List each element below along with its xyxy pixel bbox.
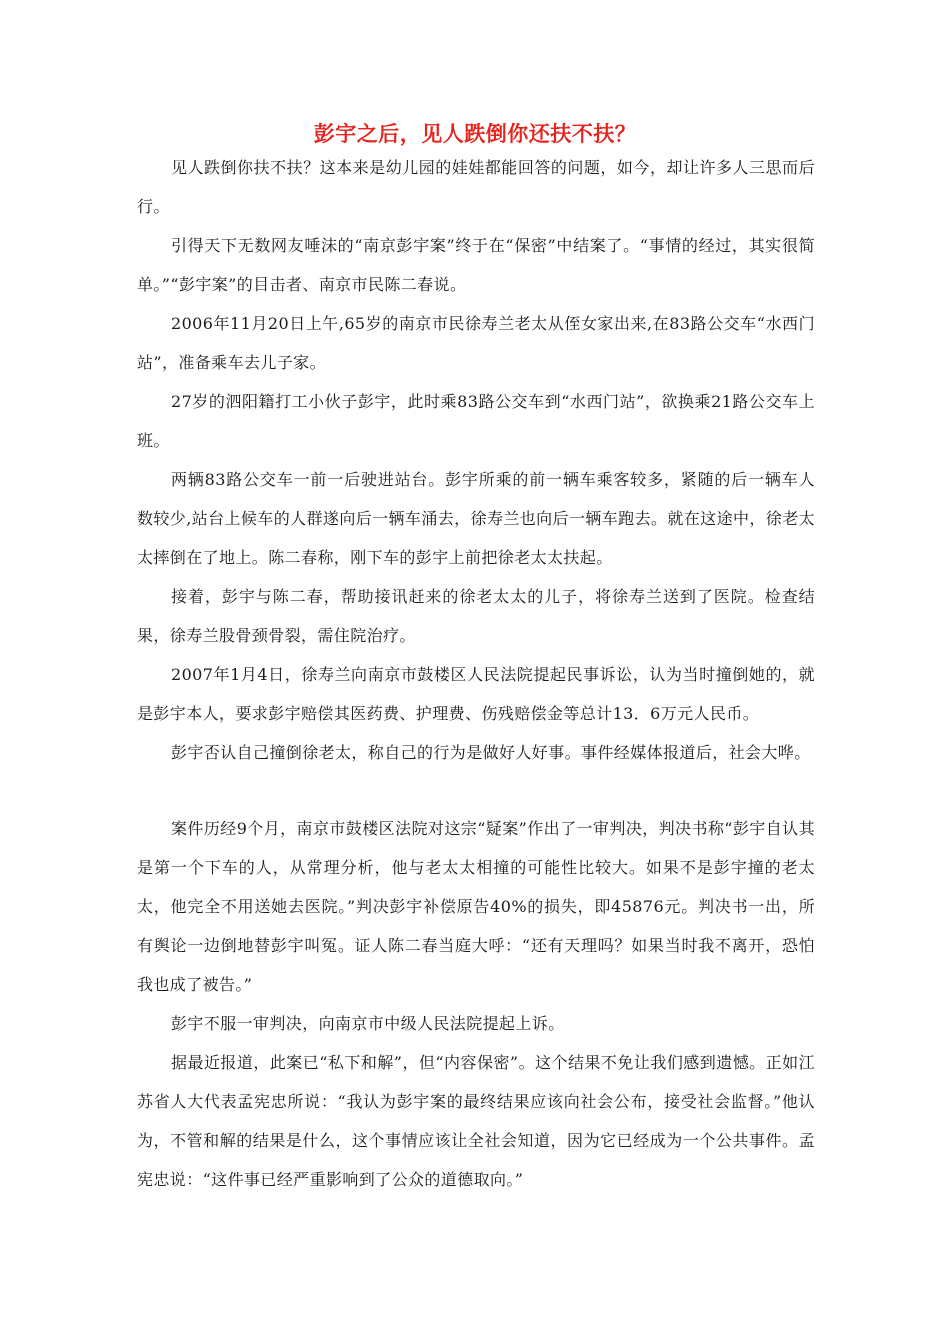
- paragraph: 2006年11月20日上午,65岁的南京市民徐寿兰老太从侄女家出来,在83路公交车“水西门站”，准备乘车去儿子家。: [137, 314, 815, 372]
- paragraph: 彭宇不服一审判决，向南京市中级人民法院提起上诉。: [171, 1014, 565, 1033]
- document-title: 彭宇之后，见人跌倒你还扶不扶？: [313, 121, 637, 146]
- paragraph-spacer: [137, 772, 815, 809]
- paragraph: 两辆83路公交车一前一后驶进站台。彭宇所乘的前一辆车乘客较多，紧随的后一辆车人数较少,站台上候车的人群遂向后一辆车涌去，徐寿兰也向后一辆车跑去。就在这途中，徐老太太摔倒在了地上。陈二春称，刚下车的彭宇上前把徐老太太扶起。: [137, 470, 815, 567]
- paragraph: 27岁的泗阳籍打工小伙子彭宇，此时乘83路公交车到“水西门站”，欲换乘21路公交车上班。: [137, 392, 815, 450]
- paragraph: 据最近报道，此案已“私下和解”，但“内容保密”。这个结果不免让我们感到遗憾。正如江苏省人大代表孟宪忠所说：“我认为彭宇案的最终结果应该向社会公布，接受社会监督。”他认为，不管和解的结果是什么，这个事情应该让全社会知道，因为它已经成为一个公共事件。孟宪忠说：“这件事已经严重影响到了公众的道德取向。”: [137, 1053, 815, 1189]
- paragraph: 案件历经9个月，南京市鼓楼区法院对这宗“疑案”作出了一审判决，判决书称“彭宇自认其是第一个下车的人，从常理分析，他与老太太相撞的可能性比较大。如果不是彭宇撞的老太太，他完全不用送她去医院。”判决彭宇补偿原告40%的损失，即45876元。判决书一出，所有舆论一边倒地替彭宇叫冤。证人陈二春当庭大呼：“还有天理吗？如果当时我不离开，恐怕我也成了被告。”: [137, 819, 815, 994]
- paragraph: 接着，彭宇与陈二春，帮助接讯赶来的徐老太太的儿子，将徐寿兰送到了医院。检查结果，徐寿兰股骨颈骨裂，需住院治疗。: [137, 587, 815, 645]
- paragraph: 彭宇否认自己撞倒徐老太，称自己的行为是做好人好事。事件经媒体报道后，社会大哗。: [171, 743, 811, 762]
- document-body: [137, 148, 815, 1199]
- paragraph: 2007年1月4日，徐寿兰向南京市鼓楼区人民法院提起民事诉讼，认为当时撞倒她的，就是彭宇本人，要求彭宇赔偿其医药费、护理费、伤残赔偿金等总计13．6万元人民币。: [137, 665, 815, 723]
- paragraph: 见人跌倒你扶不扶？这本来是幼儿园的娃娃都能回答的问题，如今，却让许多人三思而后行。: [137, 158, 815, 216]
- paragraph: 引得天下无数网友唾沫的“南京彭宇案”终于在“保密”中结案了。“事情的经过，其实很简单。”“彭宇案”的目击者、南京市民陈二春说。: [137, 236, 815, 294]
